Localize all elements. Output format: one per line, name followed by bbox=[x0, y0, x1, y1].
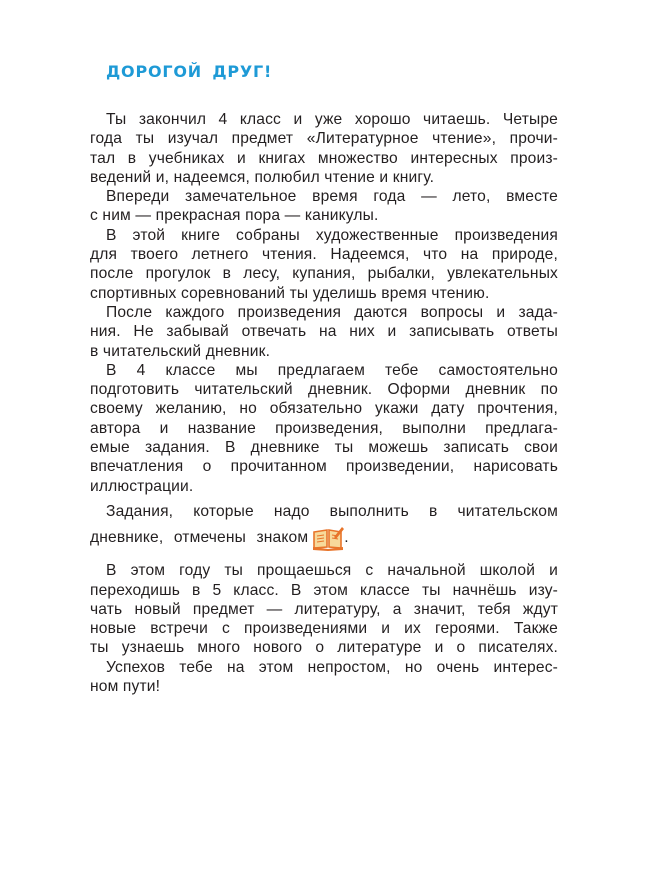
text-line: для твоего летнего чтения. Надеемся, что на природе, bbox=[90, 246, 558, 264]
text-line: после прогулок в лесу, купания, рыбалки, увлекательных bbox=[90, 265, 558, 283]
text-line: ведений и, надеемся, полюбил чтение и книгу. bbox=[90, 168, 435, 186]
text-line-with-icon bbox=[90, 521, 558, 555]
paragraph-1 bbox=[90, 110, 558, 187]
text-line: спортивных соревнований ты уделишь время чтению. bbox=[90, 284, 490, 302]
text-line: с ним — прекрасная пора — каникулы. bbox=[90, 207, 379, 225]
page-title: ДОРОГОЙ ДРУГ! bbox=[106, 62, 273, 81]
text-line: После каждого произведения даются вопросы и зада- bbox=[106, 303, 558, 321]
text-line: В этом году ты прощаешься с начальной школой и bbox=[106, 562, 558, 580]
text-line: Задания, которые надо выполнить в читательском bbox=[106, 502, 558, 520]
text-line: новые встречи с произведениями и их героями. Также bbox=[90, 620, 558, 638]
text-fragment: дневнике, отмечены знаком bbox=[90, 529, 309, 547]
text-line: подготовить читательский дневник. Оформи дневник по bbox=[90, 381, 558, 399]
text-line: В 4 классе мы предлагаем тебе самостоятельно bbox=[106, 361, 558, 379]
text-line: ном пути! bbox=[90, 678, 161, 696]
trailing-period: . bbox=[344, 529, 349, 547]
open-book-with-pencil-icon bbox=[312, 525, 344, 551]
paragraph-3 bbox=[90, 226, 558, 303]
text-line: года ты изучал предмет «Литературное чтение», прочи- bbox=[90, 130, 558, 148]
text-line: впечатления о прочитанном произведении, нарисовать bbox=[90, 458, 558, 476]
text-line: автора и название произведения, выполни предлага- bbox=[90, 419, 558, 437]
text-line: Впереди замечательное время года — лето, вместе bbox=[106, 188, 558, 206]
paragraph-5 bbox=[90, 361, 558, 496]
text-line: ты узнаешь много нового о литературе и о писателях. bbox=[90, 639, 558, 657]
text-line: ния. Не забывай отвечать на них и записывать ответы bbox=[90, 323, 558, 341]
paragraph-4 bbox=[90, 303, 558, 361]
paragraph-2 bbox=[90, 187, 558, 226]
letter-body bbox=[90, 110, 558, 696]
text-line: в читательский дневник. bbox=[90, 342, 271, 360]
text-line: Ты закончил 4 класс и уже хорошо читаешь. Четыре bbox=[106, 111, 558, 128]
text-line: емые задания. В дневнике ты можешь записать свои bbox=[90, 439, 558, 457]
text-line: чать новый предмет — литературу, а значит, тебя ждут bbox=[90, 600, 558, 618]
text-line: В этой книге собраны художественные произведения bbox=[106, 226, 558, 244]
text-line: иллюстрации. bbox=[90, 477, 194, 495]
text-line: своему желанию, но обязательно укажи дату прочтения, bbox=[90, 400, 558, 418]
paragraph-8 bbox=[90, 658, 558, 697]
text-line: переходишь в 5 класс. В этом классе ты начнёшь изу- bbox=[90, 581, 558, 599]
text-line: тал в учебниках и книгах множество интересных произ- bbox=[90, 149, 558, 167]
text-line: Успехов тебе на этом непростом, но очень интерес- bbox=[106, 658, 558, 676]
paragraph-7 bbox=[90, 561, 558, 657]
paragraph-6 bbox=[90, 502, 558, 555]
